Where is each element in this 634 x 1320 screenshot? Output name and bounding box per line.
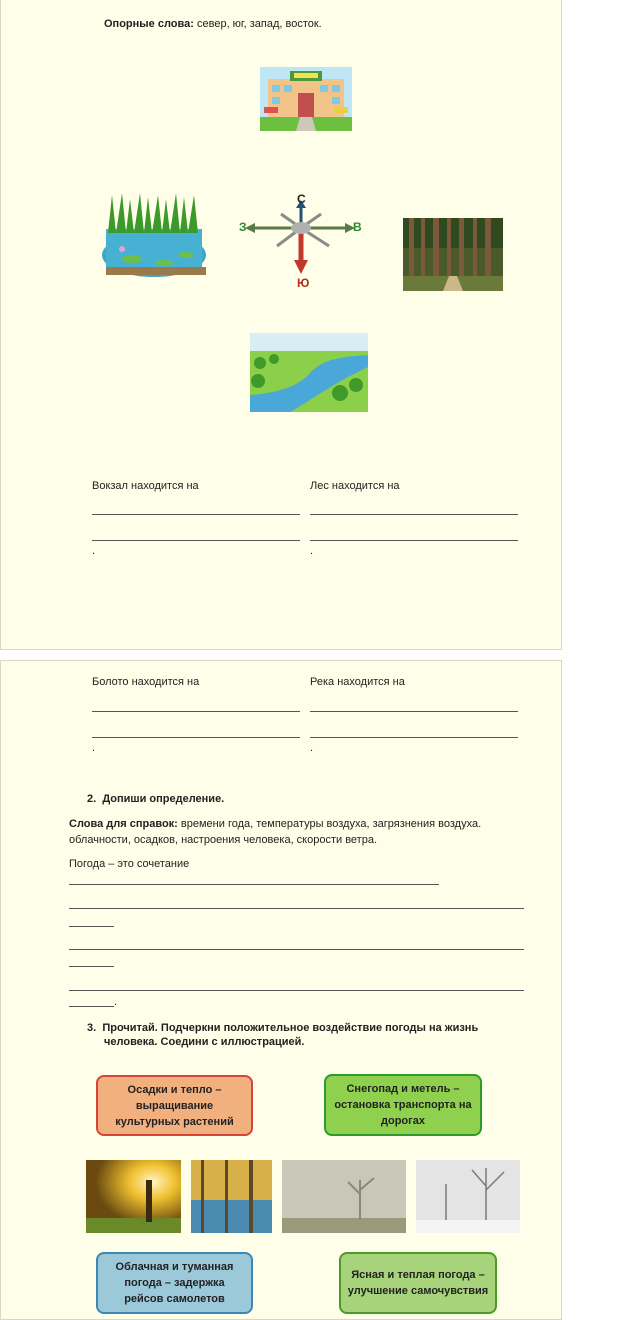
box-precipitation-warmth[interactable]: Осадки и тепло – выращивание культурных растений bbox=[96, 1075, 253, 1136]
definition-line-2b[interactable] bbox=[69, 926, 114, 927]
river-picture bbox=[250, 333, 368, 412]
swamp-picture bbox=[102, 193, 212, 279]
forest-picture bbox=[403, 218, 503, 291]
worksheet-page-1 bbox=[0, 0, 562, 650]
hints-text-1: времени года, температуры воздуха, загрязнения воздуха. bbox=[177, 818, 482, 830]
prompt-river: Река находится на bbox=[310, 676, 405, 688]
compass-east-label: В bbox=[353, 220, 362, 234]
prompt-station: Вокзал находится на bbox=[92, 480, 199, 492]
keywords-value: север, юг, запад, восток. bbox=[193, 18, 322, 30]
keywords-label: Опорные слова: bbox=[104, 18, 194, 30]
answer-line-station-1[interactable] bbox=[92, 514, 300, 515]
period-forest: . bbox=[310, 545, 314, 557]
definition-line-4[interactable] bbox=[69, 990, 524, 991]
answer-line-station-2[interactable] bbox=[92, 540, 300, 541]
task3-text-1: Прочитай. Подчеркни положительное воздействие погоды на жизнь bbox=[102, 1022, 479, 1034]
task3-heading-line-2: человека. Соедини с иллюстрацией. bbox=[104, 1036, 305, 1048]
compass-west-label: З bbox=[239, 220, 247, 234]
definition-line-1[interactable] bbox=[69, 884, 439, 885]
hints-label: Слова для справок: bbox=[69, 818, 178, 830]
definition-period: . bbox=[114, 996, 118, 1008]
box-clear-warm[interactable]: Ясная и теплая погода – улучшение самочувствия bbox=[339, 1252, 497, 1314]
compass-rose bbox=[237, 192, 365, 290]
snowstorm-photo[interactable] bbox=[416, 1160, 520, 1233]
station-picture bbox=[260, 67, 352, 131]
hints-line-2: облачности, осадков, настроения человека, скорости ветра. bbox=[69, 834, 378, 846]
period-swamp: . bbox=[92, 742, 96, 754]
task2-number: 2. bbox=[87, 793, 97, 805]
answer-line-forest-2[interactable] bbox=[310, 540, 518, 541]
answer-line-forest-1[interactable] bbox=[310, 514, 518, 515]
keywords-line bbox=[104, 17, 322, 31]
prompt-swamp: Болото находится на bbox=[92, 676, 200, 688]
compass-south-label: Ю bbox=[297, 276, 310, 290]
rainy-forest-photo[interactable] bbox=[191, 1160, 272, 1233]
box-cloudy-foggy[interactable]: Облачная и туманная погода – задержка рейсов самолетов bbox=[96, 1252, 253, 1314]
task2-title: Допиши определение. bbox=[102, 793, 225, 805]
answer-line-river-2[interactable] bbox=[310, 737, 518, 738]
box-snowfall-blizzard[interactable]: Снегопад и метель – остановка транспорта на дорогах bbox=[324, 1074, 482, 1136]
task3-number: 3. bbox=[87, 1022, 97, 1034]
period-river: . bbox=[310, 742, 314, 754]
answer-line-swamp-1[interactable] bbox=[92, 711, 300, 712]
hints-line-1 bbox=[69, 817, 481, 831]
prompt-forest: Лес находится на bbox=[310, 480, 400, 492]
definition-line-3b[interactable] bbox=[69, 966, 114, 967]
definition-start: Погода – это сочетание bbox=[69, 858, 190, 870]
definition-line-3[interactable] bbox=[69, 949, 524, 950]
sunny-autumn-photo[interactable] bbox=[86, 1160, 181, 1233]
period-station: . bbox=[92, 545, 96, 557]
compass-north-label: С bbox=[297, 192, 306, 206]
task3-heading-line-1 bbox=[87, 1021, 478, 1035]
task2-heading bbox=[87, 792, 224, 806]
definition-line-4b[interactable] bbox=[69, 1006, 114, 1007]
answer-line-river-1[interactable] bbox=[310, 711, 518, 712]
answer-line-swamp-2[interactable] bbox=[92, 737, 300, 738]
fog-photo[interactable] bbox=[282, 1160, 406, 1233]
worksheet-page-2 bbox=[0, 660, 562, 1320]
definition-line-2[interactable] bbox=[69, 908, 524, 909]
